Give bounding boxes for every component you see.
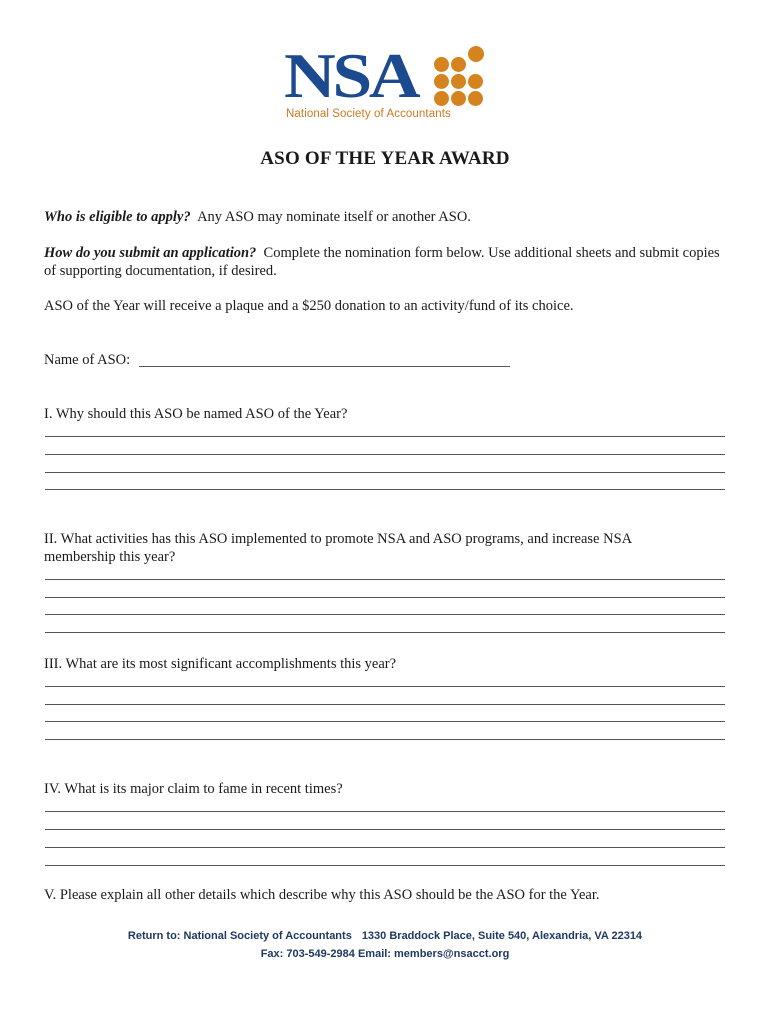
answer-line[interactable] (45, 811, 725, 812)
footer-return-to: Return to: National Society of Accountants (127, 930, 352, 942)
answer-line[interactable] (45, 454, 725, 455)
answer-line[interactable] (45, 704, 725, 705)
nsa-logo (284, 40, 489, 124)
answer-line[interactable] (45, 632, 725, 633)
answer-line[interactable] (45, 829, 725, 830)
answer-line[interactable] (45, 597, 725, 598)
question-4-label: IV. What is its major claim to fame in recent times? (44, 781, 343, 797)
footer-email[interactable]: Email: members@nsacct.org (357, 948, 510, 960)
question-2-label: II. What activities has this ASO implemented to promote NSA and ASO programs, and increase NSA membership this year? (44, 531, 632, 565)
footer-address: 1330 Braddock Place, Suite 540, Alexandria, VA 22314 (361, 930, 643, 942)
name-of-aso-field[interactable] (139, 366, 510, 367)
question-3-label: III. What are its most significant accomplishments this year? (44, 656, 397, 672)
eligibility-question: Who is eligible to apply? (44, 209, 191, 225)
footer-contact (0, 948, 770, 960)
answer-line[interactable] (45, 579, 725, 580)
answer-line[interactable] (45, 686, 725, 687)
prize-paragraph: ASO of the Year will receive a plaque and a $250 donation to an activity/fund of its choice. (44, 298, 574, 314)
answer-line[interactable] (45, 721, 725, 722)
submission-paragraph (44, 244, 734, 280)
answer-line[interactable] (45, 472, 725, 473)
answer-line[interactable] (45, 614, 725, 615)
logo-tagline: National Society of Accountants (286, 108, 451, 120)
question-5-label: V. Please explain all other details which describe why this ASO should be the ASO for the Year. (44, 887, 600, 903)
eligibility-paragraph (44, 208, 734, 226)
question-1-label: I. Why should this ASO be named ASO of the Year? (44, 406, 348, 422)
answer-line[interactable] (45, 489, 725, 490)
logo-letters: NSA (284, 40, 418, 111)
answer-line[interactable] (45, 739, 725, 740)
submission-answer: Complete the nomination form below. Use additional sheets and submit copies of supporting documentation, if desired. (44, 245, 720, 279)
footer-fax: Fax: 703-549-2984 (260, 948, 355, 960)
submission-question: How do you submit an application? (44, 245, 257, 261)
footer-return-address (0, 930, 770, 942)
eligibility-answer: Any ASO may nominate itself or another ASO. (197, 209, 471, 225)
answer-line[interactable] (45, 865, 725, 866)
name-of-aso-label: Name of ASO: (44, 352, 131, 368)
page-title: ASO OF THE YEAR AWARD (260, 148, 510, 169)
logo-dot-grid-icon (284, 40, 489, 114)
answer-line[interactable] (45, 847, 725, 848)
answer-line[interactable] (45, 436, 725, 437)
